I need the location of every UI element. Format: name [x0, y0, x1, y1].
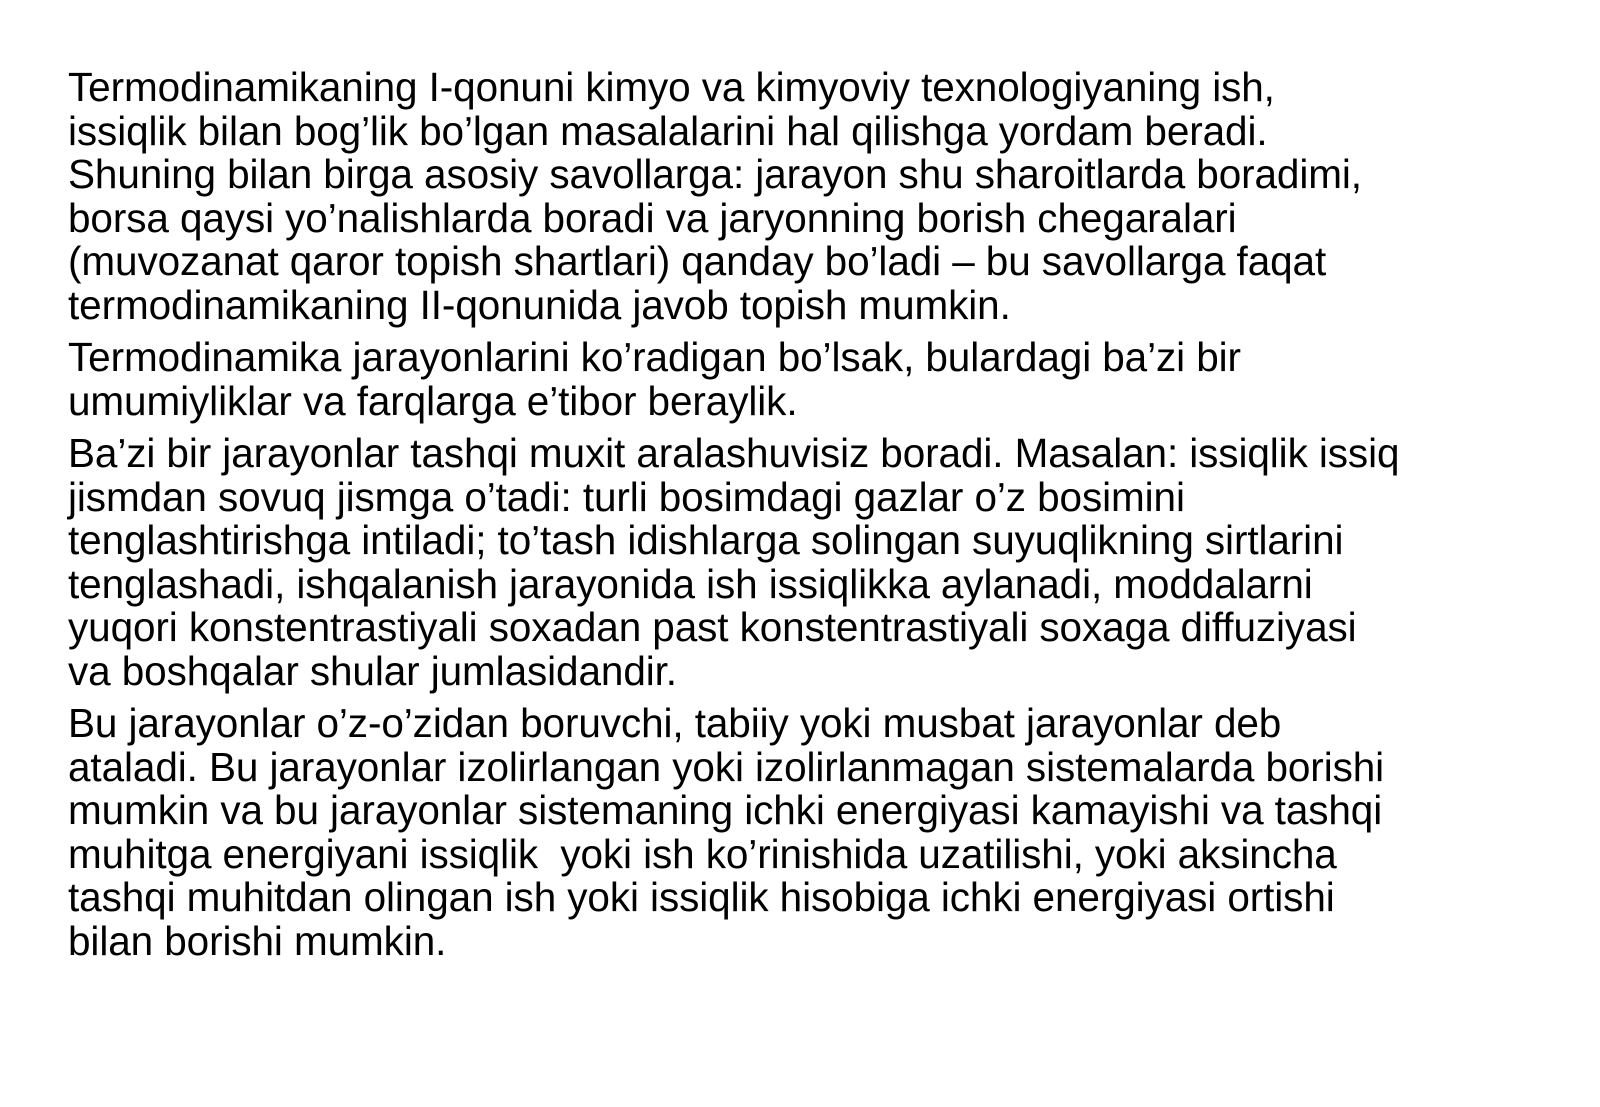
text-line: Ba’zi bir jarayonlar tashqi muxit aralashuvisiz boradi. Masalan: issiqlik issiq — [68, 430, 1400, 476]
paragraph-spontaneous-processes — [68, 702, 1568, 963]
text-line: mumkin va bu jarayonlar sistemaning ichki energiyasi kamayishi va tashqi — [68, 787, 1383, 833]
paragraph-first-law — [68, 66, 1568, 327]
text-line: jismdan sovuq jismga o’tadi: turli bosimdagi gazlar o’z bosimini — [68, 473, 1185, 520]
paragraph-processes-intro — [68, 336, 1568, 423]
text-line: tenglashadi, ishqalanish jarayonida ish issiqlikka aylanadi, moddalarni — [68, 560, 1313, 607]
text-line: issiqlik bilan bog’lik bo’lgan masalalarini hal qilishga yordam beradi. — [68, 107, 1268, 154]
text-line: tenglashtirishga intiladi; to’tash idishlarga solingan suyuqlikning sirtlarini — [68, 517, 1344, 563]
text-line: va boshqalar shular jumlasidandir. — [68, 647, 677, 694]
text-line: borsa qaysi yo’nalishlarda boradi va jaryonning borish chegaralari — [68, 194, 1237, 241]
text-line: muhitga energiyani issiqlik yoki ish ko’rinishida uzatilishi, yoki aksincha — [68, 830, 1337, 877]
paragraph-examples — [68, 432, 1568, 693]
slide-body — [68, 66, 1568, 972]
text-line: termodinamikaning II-qonunida javob topish mumkin. — [68, 281, 1011, 328]
text-line: ataladi. Bu jarayonlar izolirlangan yoki izolirlanmagan sistemalarda borishi — [68, 743, 1385, 790]
text-line: (muvozanat qaror topish shartlari) qanday bo’ladi – bu savollarga faqat — [68, 238, 1327, 284]
text-line: Termodinamikaning I-qonuni kimyo va kimyoviy texnologiyaning ish, — [68, 64, 1275, 110]
text-line: yuqori konstentrastiyali soxadan past konstentrastiyali soxaga diffuziyasi — [68, 604, 1357, 650]
text-line: umumiyliklar va farqlarga e’tibor beraylik. — [68, 377, 798, 424]
text-line: Bu jarayonlar o’z-o’zidan boruvchi, tabiiy yoki musbat jarayonlar deb — [68, 700, 1282, 746]
text-line: bilan borishi mumkin. — [68, 917, 447, 964]
text-line: tashqi muhitdan olingan ish yoki issiqlik hisobiga ichki energiyasi ortishi — [68, 874, 1335, 920]
text-line: Shuning bilan birga asosiy savollarga: jarayon shu sharoitlarda boradimi, — [68, 151, 1362, 197]
text-line: Termodinamika jarayonlarini ko’radigan bo’lsak, bulardagi ba’zi bir — [68, 334, 1241, 380]
